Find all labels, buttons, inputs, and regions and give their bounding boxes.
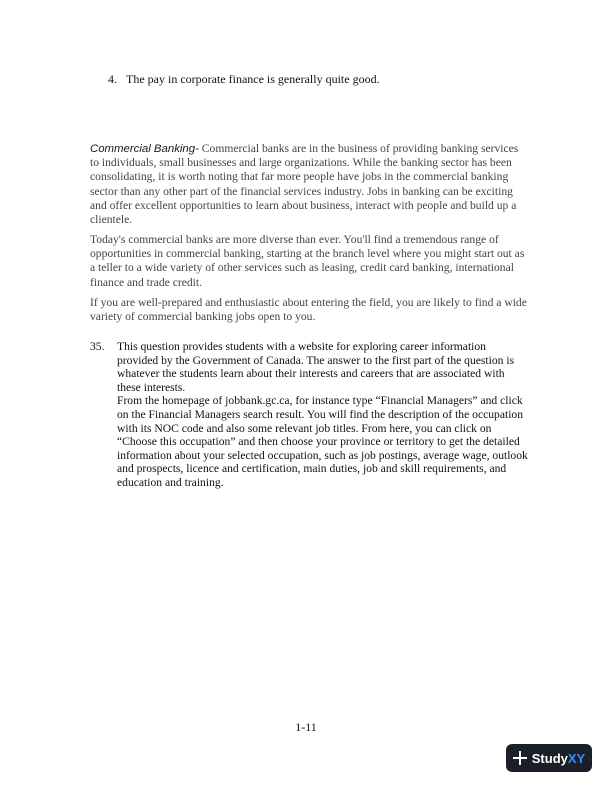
commercial-banking-paragraph-1-body: Commercial banks are in the business of providing banking services to individuals, small businesses and large organizations. While the banking sector has been consolidating, it is worth noting that far more people have jobs in the commercial banking sector than any other part of the financial services industry. Jobs in banking can be exciting and offer excellent opportunities to learn about business, interact with people and build up a clientele. (90, 142, 519, 227)
question-35 (90, 340, 528, 490)
brand-word-study: Study (531, 750, 568, 766)
page-number: 1-11 (295, 720, 317, 734)
question-35-body (117, 340, 528, 490)
question-35-number: 35. (90, 340, 105, 353)
question-35-part-1: This question provides students with a website for exploring career information provided by the Government of Canada. The answer to the first part of the question is whatever the students learn about their interests and careers that are associated with these interests. (117, 340, 515, 394)
commercial-banking-paragraph-3: If you are well-prepared and enthusiastic about entering the field, you are likely to find a wide variety of commercial banking jobs open to you. (90, 296, 527, 324)
list-item-number: 4. (108, 72, 117, 86)
commercial-banking-paragraph-2: Today's commercial banks are more diverse than ever. You'll find a tremendous range of opportunities in commercial banking, starting at the branch level where you might start out as a teller to a wide variety of other services such as leasing, credit card banking, international finance and trade credit. (90, 233, 525, 289)
brand-word-xy: XY (567, 750, 586, 766)
list-item-4 (108, 72, 528, 86)
studyxy-logo-badge[interactable] (506, 744, 592, 772)
list-item-text: The pay in corporate finance is generally quite good. (126, 72, 380, 86)
brand-name (532, 751, 585, 766)
question-35-part-2: From the homepage of jobbank.gc.ca, for instance type “Financial Managers” and click on the Financial Managers search result. You will find the description of the occupation with its NOC code and also some relevant job titles. From here, you can click on “Choose this occupation” and then choose your province or territory to get the detailed information about your selected occupation, such as job postings, average wage, outlook and prospects, licence and certification, main duties, job and skill requirements, and education and training. (117, 394, 528, 489)
plus-icon (513, 751, 527, 765)
commercial-banking-paragraph-1 (90, 142, 528, 227)
commercial-banking-heading: Commercial Banking- (90, 143, 199, 155)
